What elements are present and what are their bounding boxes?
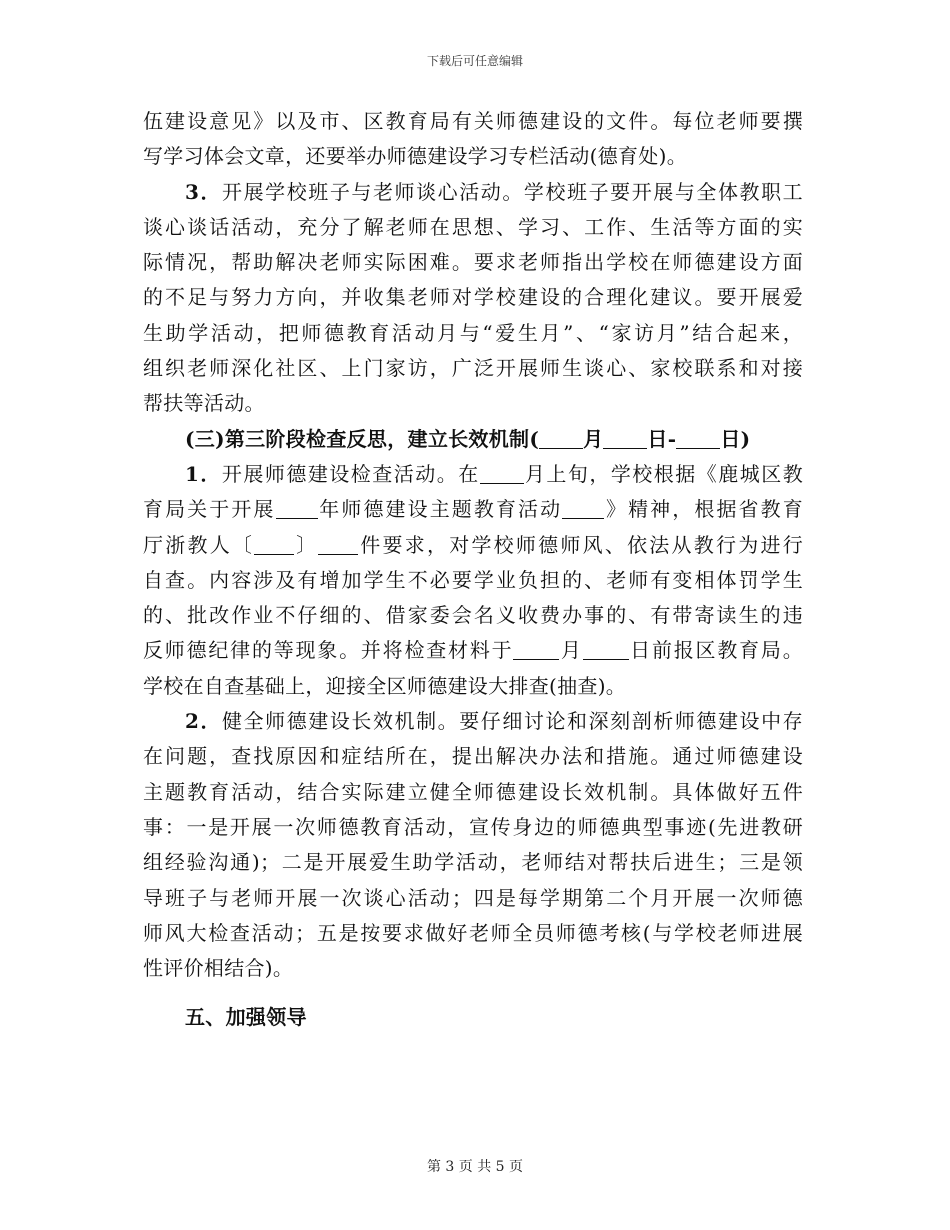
paragraph-line: 写学习体会文章，还要举办师德建设学习专栏活动(德育处)。 — [143, 144, 688, 169]
paragraph-line: 帮扶等活动。 — [143, 391, 265, 416]
item-number: 3． — [185, 179, 223, 204]
paragraph-line: 导班子与老师开展一次谈心活动；四是每学期第二个月开展一次师德 — [143, 885, 803, 910]
paragraph-line: 谈心谈话活动，充分了解老师在思想、学习、工作、生活等方面的实 — [143, 214, 803, 239]
paragraph-line: 组织老师深化社区、上门家访，广泛开展师生谈心、家校联系和对接 — [143, 356, 803, 381]
document-body — [143, 104, 803, 1036]
blank-underline — [480, 461, 524, 484]
paragraph-line: 事：一是开展一次师德教育活动，宣传身边的师德典型事迹(先进教研 — [143, 814, 803, 839]
page-footer: 第 3 页 共 5 页 — [426, 1159, 524, 1175]
paragraph-line: 在问题，查找原因和症结所在，提出解决办法和措施。通过师德建设 — [143, 744, 803, 769]
paragraph-line: 伍建设意见》以及市、区教育局有关师德建设的文件。每位老师要撰 — [143, 109, 803, 133]
item-number: 1． — [185, 461, 222, 486]
blank-underline — [254, 532, 294, 555]
blank-underline — [583, 637, 629, 660]
paragraph-line: 自查。内容涉及有增加学生不必要学业负担的、老师有变相体罚学生 — [143, 567, 803, 592]
blank-underline — [318, 532, 358, 555]
section-heading-lead: 五、加强领导 — [185, 1005, 307, 1030]
blank-underline — [513, 637, 559, 660]
paragraph-line: 际情况，帮助解决老师实际困难。要求老师指出学校在师德建设方面 — [143, 250, 803, 275]
paragraph-line: 性评价相结合)。 — [143, 956, 294, 981]
page-header: 下载后可任意编辑 — [426, 54, 523, 68]
paragraph-line: 的不足与努力方向，并收集老师对学校建设的合理化建议。要开展爱 — [143, 285, 803, 310]
paragraph-line: 1．开展师德建设检查活动。在 月上旬，学校根据《鹿城区教 — [185, 461, 803, 486]
section-heading: (三)第三阶段检查反思，建立长效机制( 月 日- 日) — [185, 426, 751, 451]
blank-underline — [676, 426, 720, 449]
blank-underline — [539, 426, 583, 449]
blank-underline — [603, 426, 647, 449]
paragraph-line: 生助学活动，把师德教育活动月与“爱生月”、“家访月”结合起来， — [143, 320, 803, 345]
item-number: 2． — [185, 709, 223, 734]
paragraph-line: 2．健全师德建设长效机制。要仔细讨论和深刻剖析师德建设中存 — [185, 709, 803, 734]
paragraph-line: 反师德纪律的等现象。并将检查材料于 月 日前报区教育局。 — [143, 638, 803, 663]
paragraph-line: 厅浙教人〔 〕 件要求，对学校师德师风、依法从教行为进行 — [143, 532, 804, 557]
paragraph-line: 师风大检查活动；五是按要求做好老师全员师德考核(与学校老师进展 — [143, 920, 803, 945]
blank-underline — [562, 496, 604, 519]
paragraph-line: 主题教育活动，结合实际建立健全师德建设长效机制。具体做好五件 — [143, 779, 803, 804]
paragraph-line: 育局关于开展 年师德建设主题教育活动 》精神，根据省教育 — [143, 497, 803, 522]
paragraph-line: 的、批改作业不仔细的、借家委会名义收费办事的、有带寄读生的违 — [143, 603, 803, 628]
paragraph-line: 学校在自查基础上，迎接全区师德建设大排查(抽查)。 — [143, 673, 627, 698]
blank-underline — [276, 496, 318, 519]
paragraph-line: 组经验沟通)；二是开展爱生助学活动，老师结对帮扶后进生；三是领 — [143, 850, 803, 875]
paragraph-line: 3．开展学校班子与老师谈心活动。学校班子要开展与全体教职工 — [185, 179, 803, 204]
